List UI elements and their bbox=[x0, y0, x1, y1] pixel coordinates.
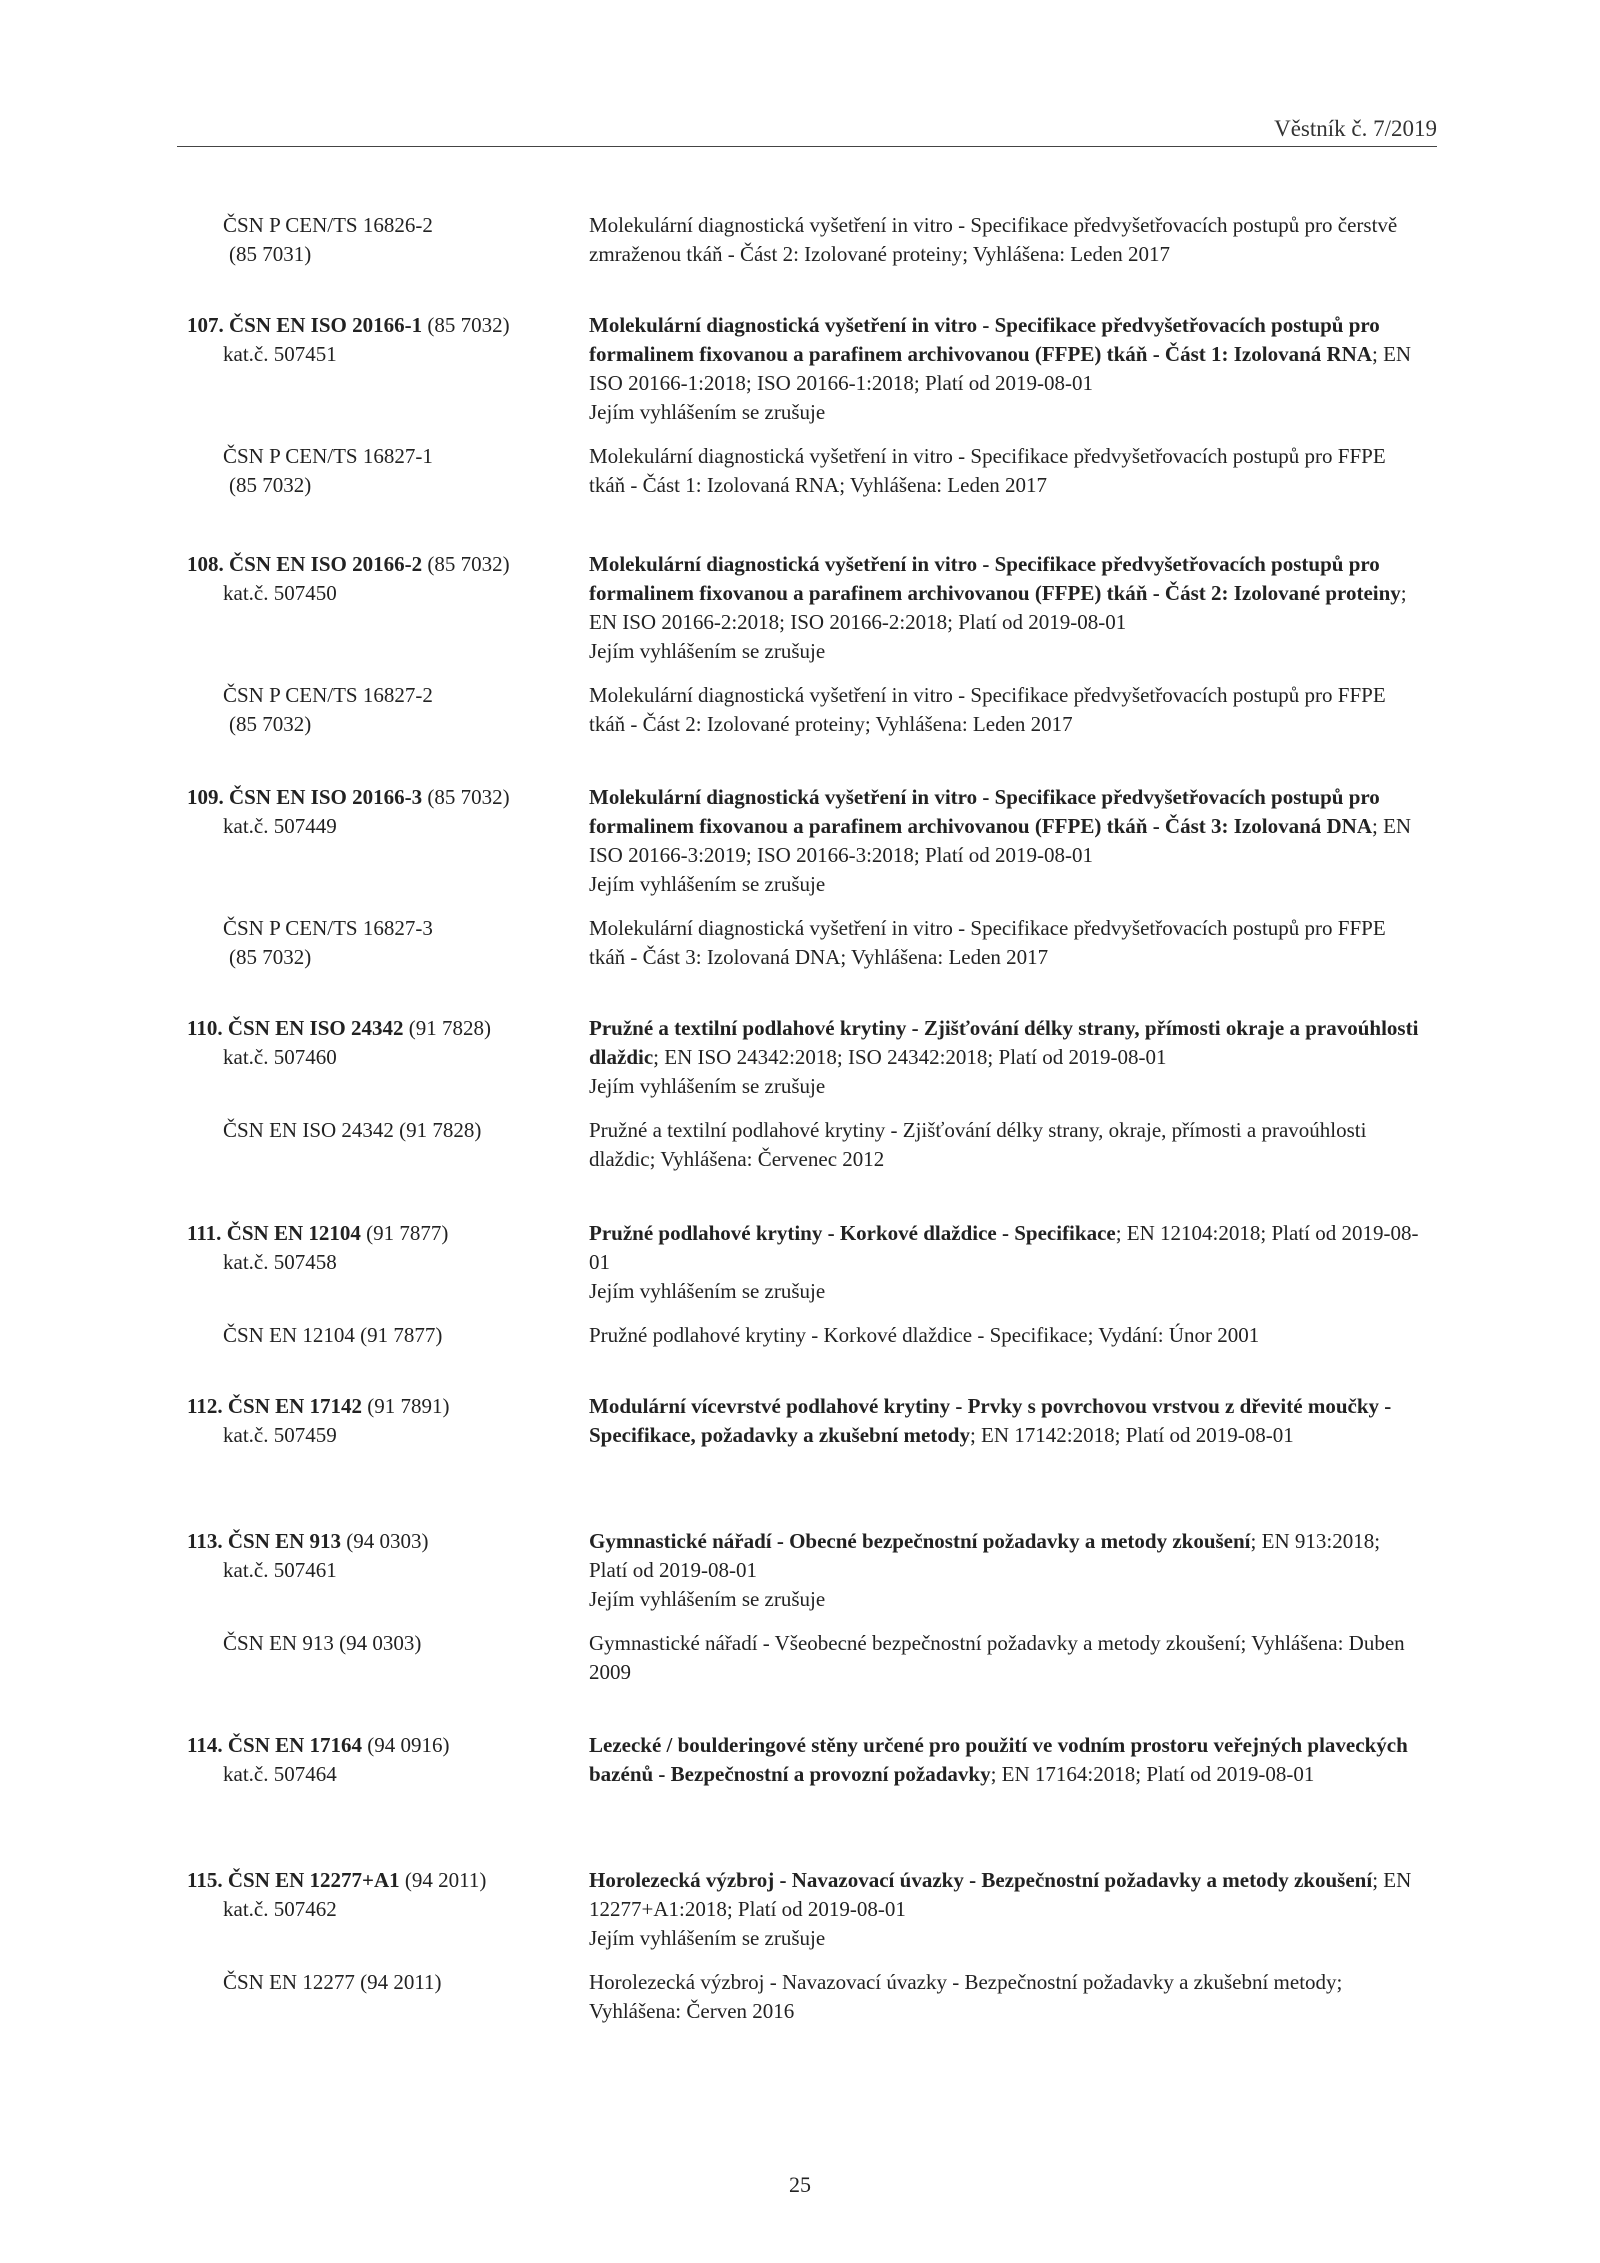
page-number: 25 bbox=[789, 2172, 811, 2197]
entry-description bbox=[589, 1731, 1419, 1789]
entry-identifier bbox=[187, 783, 589, 899]
entry-description bbox=[589, 783, 1419, 899]
entry-main-row bbox=[187, 311, 1427, 427]
entry-code-line bbox=[187, 1866, 589, 1895]
replaced-identifier bbox=[187, 1116, 589, 1174]
replaced-identifier bbox=[187, 681, 589, 739]
entry-description bbox=[589, 1527, 1419, 1614]
replaced-identifier bbox=[187, 1321, 589, 1350]
entry-code-line bbox=[187, 1392, 589, 1421]
replaced-standard-row bbox=[187, 1321, 1427, 1350]
classification-code: (94 0303) bbox=[346, 1529, 429, 1553]
replaced-standard-row bbox=[187, 1116, 1427, 1174]
standard-details: ; EN 913:2018; Platí od 2019-08-01 bbox=[589, 1529, 1381, 1582]
catalog-number: kat.č. 507451 bbox=[223, 342, 337, 366]
standard-title: Lezecké / boulderingové stěny určené pro použití ve vodním prostoru veřejných plaveckých bazénů - Bezpečnostní a provozní požadavky bbox=[589, 1733, 1408, 1786]
standard-entry bbox=[187, 1866, 1427, 2026]
standard-code: ČSN EN ISO 24342 bbox=[227, 1016, 404, 1040]
entry-description bbox=[589, 311, 1419, 427]
standard-code: ČSN EN 17142 bbox=[227, 1394, 363, 1418]
classification-code: (85 7032) bbox=[427, 785, 510, 809]
entry-number: 115. bbox=[187, 1868, 223, 1892]
standard-entry bbox=[187, 1219, 1427, 1350]
replaced-code: ČSN P CEN/TS 16827-1 bbox=[223, 444, 433, 468]
replaced-description bbox=[589, 1116, 1419, 1174]
entry-main-row bbox=[187, 550, 1427, 666]
entry-number: 111. bbox=[187, 1221, 222, 1245]
description-text bbox=[589, 1731, 1419, 1789]
entry-code-line bbox=[187, 1219, 589, 1248]
entry-code-line bbox=[187, 550, 589, 579]
standard-entry bbox=[187, 1527, 1427, 1687]
description-text bbox=[589, 1014, 1419, 1072]
replaced-text: Molekulární diagnostická vyšetření in vitro - Specifikace předvyšetřovacích postupů pro čerstvě zmraženou tkáň - Část 2: Izolované proteiny; Vyhlášena: Leden 2017 bbox=[589, 213, 1398, 266]
entry-identifier bbox=[187, 1219, 589, 1306]
cancellation-note: Jejím vyhlášením se zrušuje bbox=[589, 639, 826, 663]
entry-description bbox=[589, 1014, 1419, 1101]
standard-code: ČSN EN 17164 bbox=[227, 1733, 363, 1757]
classification-code: (91 7828) bbox=[408, 1016, 491, 1040]
replaced-identifier bbox=[187, 1629, 589, 1687]
standard-details: ; EN ISO 20166-2:2018; ISO 20166-2:2018; Platí od 2019-08-01 bbox=[589, 581, 1407, 634]
replaced-text: Molekulární diagnostická vyšetření in vitro - Specifikace předvyšetřovacích postupů pro FFPE tkáň - Část 2: Izolované proteiny; Vyhlášena: Leden 2017 bbox=[589, 683, 1386, 736]
entry-description bbox=[589, 550, 1419, 666]
replaced-standard-row bbox=[187, 681, 1427, 739]
replaced-code: ČSN EN 913 (94 0303) bbox=[223, 1631, 422, 1655]
standard-code: ČSN EN 913 bbox=[227, 1529, 342, 1553]
standard-title: Pružné podlahové krytiny - Korkové dlaždice - Specifikace bbox=[589, 1221, 1116, 1245]
entry-main-row bbox=[187, 1527, 1427, 1614]
standard-title: Modulární vícevrstvé podlahové krytiny - Prvky s povrchovou vrstvou z dřevité moučky - Specifikace, požadavky a zkušební metody bbox=[589, 1394, 1392, 1447]
replaced-classification: (85 7032) bbox=[229, 473, 312, 497]
standard-entry bbox=[187, 311, 1427, 500]
replaced-text: Pružné a textilní podlahové krytiny - Zjišťování délky strany, okraje, přímosti a pravoúhlosti dlaždic; Vyhlášena: Červenec 2012 bbox=[589, 1118, 1367, 1171]
catalog-number: kat.č. 507450 bbox=[223, 581, 337, 605]
replaced-identifier bbox=[187, 442, 589, 500]
entry-main-row bbox=[187, 783, 1427, 899]
entry-number: 108. bbox=[187, 552, 224, 576]
header-rule bbox=[177, 146, 1437, 147]
entry-main-row bbox=[187, 1866, 1427, 1953]
description-text bbox=[589, 550, 1419, 637]
classification-code: (94 2011) bbox=[404, 1868, 487, 1892]
replaced-text: Horolezecká výzbroj - Navazovací úvazky - Bezpečnostní požadavky a zkušební metody; Vyhlášena: Červen 2016 bbox=[589, 1970, 1343, 2023]
entry-number: 114. bbox=[187, 1733, 223, 1757]
replaced-identifier bbox=[187, 211, 589, 269]
replaced-classification: (85 7032) bbox=[229, 712, 312, 736]
catalog-number: kat.č. 507461 bbox=[223, 1558, 337, 1582]
entry-description bbox=[589, 1219, 1419, 1306]
entry-identifier bbox=[187, 1866, 589, 1953]
replaced-identifier bbox=[187, 914, 589, 972]
entry-identifier bbox=[187, 311, 589, 427]
replaced-text: Molekulární diagnostická vyšetření in vitro - Specifikace předvyšetřovacích postupů pro FFPE tkáň - Část 3: Izolovaná DNA; Vyhlášena: Leden 2017 bbox=[589, 916, 1386, 969]
replaced-description bbox=[589, 211, 1419, 269]
standard-code: ČSN EN 12277+A1 bbox=[227, 1868, 400, 1892]
replaced-code: ČSN P CEN/TS 16826-2 bbox=[223, 213, 433, 237]
replaced-standard-row bbox=[187, 1968, 1427, 2026]
cancellation-note: Jejím vyhlášením se zrušuje bbox=[589, 400, 826, 424]
replaced-text: Molekulární diagnostická vyšetření in vitro - Specifikace předvyšetřovacích postupů pro FFPE tkáň - Část 1: Izolovaná RNA; Vyhlášena: Leden 2017 bbox=[589, 444, 1386, 497]
entry-number: 107. bbox=[187, 313, 224, 337]
entry-number: 112. bbox=[187, 1394, 223, 1418]
replaced-code: ČSN EN 12277 (94 2011) bbox=[223, 1970, 442, 1994]
standard-entry bbox=[187, 1392, 1427, 1450]
description-text bbox=[589, 1392, 1419, 1450]
catalog-number: kat.č. 507460 bbox=[223, 1045, 337, 1069]
entry-main-row bbox=[187, 1392, 1427, 1450]
description-text bbox=[589, 1866, 1419, 1924]
standard-details: ; EN 17142:2018; Platí od 2019-08-01 bbox=[969, 1423, 1294, 1447]
entry-main-row bbox=[187, 1014, 1427, 1101]
description-text bbox=[589, 783, 1419, 870]
standard-title: Molekulární diagnostická vyšetření in vitro - Specifikace předvyšetřovacích postupů pro formalinem fixovanou a parafinem archivovanou (FFPE) tkáň - Část 1: Izolovaná RNA bbox=[589, 313, 1380, 366]
entry-identifier bbox=[187, 1731, 589, 1789]
standard-title: Horolezecká výzbroj - Navazovací úvazky - Bezpečnostní požadavky a metody zkoušení bbox=[589, 1868, 1373, 1892]
classification-code: (91 7877) bbox=[366, 1221, 449, 1245]
replaced-code: ČSN P CEN/TS 16827-2 bbox=[223, 683, 433, 707]
description-text bbox=[589, 311, 1419, 398]
replaced-text: Gymnastické nářadí - Všeobecné bezpečnostní požadavky a metody zkoušení; Vyhlášena: Duben 2009 bbox=[589, 1631, 1405, 1684]
catalog-number: kat.č. 507459 bbox=[223, 1423, 337, 1447]
standard-code: ČSN EN ISO 20166-1 bbox=[229, 313, 423, 337]
entry-main-row bbox=[187, 1731, 1427, 1789]
standard-details: ; EN 12104:2018; Platí od 2019-08-01 bbox=[589, 1221, 1419, 1274]
entry-identifier bbox=[187, 1527, 589, 1614]
replaced-description bbox=[589, 1321, 1419, 1350]
replaced-code: ČSN P CEN/TS 16827-3 bbox=[223, 916, 433, 940]
entry-number: 113. bbox=[187, 1529, 223, 1553]
entry-number: 110. bbox=[187, 1016, 223, 1040]
replaced-standard-row bbox=[187, 1629, 1427, 1687]
standard-code: ČSN EN ISO 20166-3 bbox=[229, 785, 423, 809]
standard-entry bbox=[187, 783, 1427, 972]
entry-description bbox=[589, 1392, 1419, 1450]
entry-number: 109. bbox=[187, 785, 224, 809]
cancellation-note: Jejím vyhlášením se zrušuje bbox=[589, 1074, 826, 1098]
replaced-code: ČSN EN ISO 24342 (91 7828) bbox=[223, 1118, 482, 1142]
standard-entry bbox=[187, 1731, 1427, 1789]
replaced-identifier bbox=[187, 1968, 589, 2026]
replaced-classification: (85 7031) bbox=[229, 242, 312, 266]
replaced-description bbox=[589, 914, 1419, 972]
standard-code: ČSN EN ISO 20166-2 bbox=[229, 552, 423, 576]
standard-details: ; EN 17164:2018; Platí od 2019-08-01 bbox=[990, 1762, 1315, 1786]
entry-description bbox=[589, 1866, 1419, 1953]
catalog-number: kat.č. 507462 bbox=[223, 1897, 337, 1921]
description-text bbox=[589, 1527, 1419, 1585]
replaced-standard-row bbox=[187, 442, 1427, 500]
replaced-standard-row bbox=[187, 914, 1427, 972]
replaced-description bbox=[589, 1629, 1419, 1687]
standard-entry bbox=[187, 1014, 1427, 1174]
standard-details: ; EN ISO 20166-1:2018; ISO 20166-1:2018; Platí od 2019-08-01 bbox=[589, 342, 1412, 395]
entry-code-line bbox=[187, 311, 589, 340]
catalog-number: kat.č. 507458 bbox=[223, 1250, 337, 1274]
catalog-number: kat.č. 507449 bbox=[223, 814, 337, 838]
classification-code: (85 7032) bbox=[427, 313, 510, 337]
cancellation-note: Jejím vyhlášením se zrušuje bbox=[589, 1279, 826, 1303]
classification-code: (85 7032) bbox=[427, 552, 510, 576]
entry-identifier bbox=[187, 1014, 589, 1101]
standard-code: ČSN EN 12104 bbox=[226, 1221, 361, 1245]
standard-title: Molekulární diagnostická vyšetření in vitro - Specifikace předvyšetřovacích postupů pro formalinem fixovanou a parafinem archivovanou (FFPE) tkáň - Část 3: Izolovaná DNA bbox=[589, 785, 1380, 838]
replaced-description bbox=[589, 1968, 1419, 2026]
replaced-description bbox=[589, 681, 1419, 739]
cancellation-note: Jejím vyhlášením se zrušuje bbox=[589, 872, 826, 896]
standard-entry bbox=[187, 211, 1427, 269]
standard-title: Gymnastické nářadí - Obecné bezpečnostní požadavky a metody zkoušení bbox=[589, 1529, 1251, 1553]
replaced-classification: (85 7032) bbox=[229, 945, 312, 969]
catalog-number: kat.č. 507464 bbox=[223, 1762, 337, 1786]
entry-code-line bbox=[187, 1527, 589, 1556]
cancellation-note: Jejím vyhlášením se zrušuje bbox=[589, 1926, 826, 1950]
replaced-description bbox=[589, 442, 1419, 500]
replaced-code: ČSN EN 12104 (91 7877) bbox=[223, 1323, 443, 1347]
replaced-text: Pružné podlahové krytiny - Korkové dlaždice - Specifikace; Vydání: Únor 2001 bbox=[589, 1323, 1260, 1347]
replaced-standard-row bbox=[187, 211, 1427, 269]
entry-code-line bbox=[187, 1014, 589, 1043]
standard-details: ; EN ISO 24342:2018; ISO 24342:2018; Platí od 2019-08-01 bbox=[653, 1045, 1167, 1069]
classification-code: (91 7891) bbox=[367, 1394, 450, 1418]
cancellation-note: Jejím vyhlášením se zrušuje bbox=[589, 1587, 826, 1611]
description-text bbox=[589, 1219, 1419, 1277]
standard-details: ; EN ISO 20166-3:2019; ISO 20166-3:2018; Platí od 2019-08-01 bbox=[589, 814, 1412, 867]
entry-identifier bbox=[187, 550, 589, 666]
entry-main-row bbox=[187, 1219, 1427, 1306]
journal-header-title: Věstník č. 7/2019 bbox=[1274, 116, 1437, 141]
entry-code-line bbox=[187, 1731, 589, 1760]
standard-details: ; EN 12277+A1:2018; Platí od 2019-08-01 bbox=[589, 1868, 1412, 1921]
standard-title: Molekulární diagnostická vyšetření in vitro - Specifikace předvyšetřovacích postupů pro formalinem fixovanou a parafinem archivovanou (FFPE) tkáň - Část 2: Izolované proteiny bbox=[589, 552, 1401, 605]
classification-code: (94 0916) bbox=[367, 1733, 450, 1757]
standard-title: Pružné a textilní podlahové krytiny - Zjišťování délky strany, přímosti okraje a pravoúhlosti dlaždic bbox=[589, 1016, 1419, 1069]
entry-identifier bbox=[187, 1392, 589, 1450]
entry-code-line bbox=[187, 783, 589, 812]
standard-entry bbox=[187, 550, 1427, 739]
